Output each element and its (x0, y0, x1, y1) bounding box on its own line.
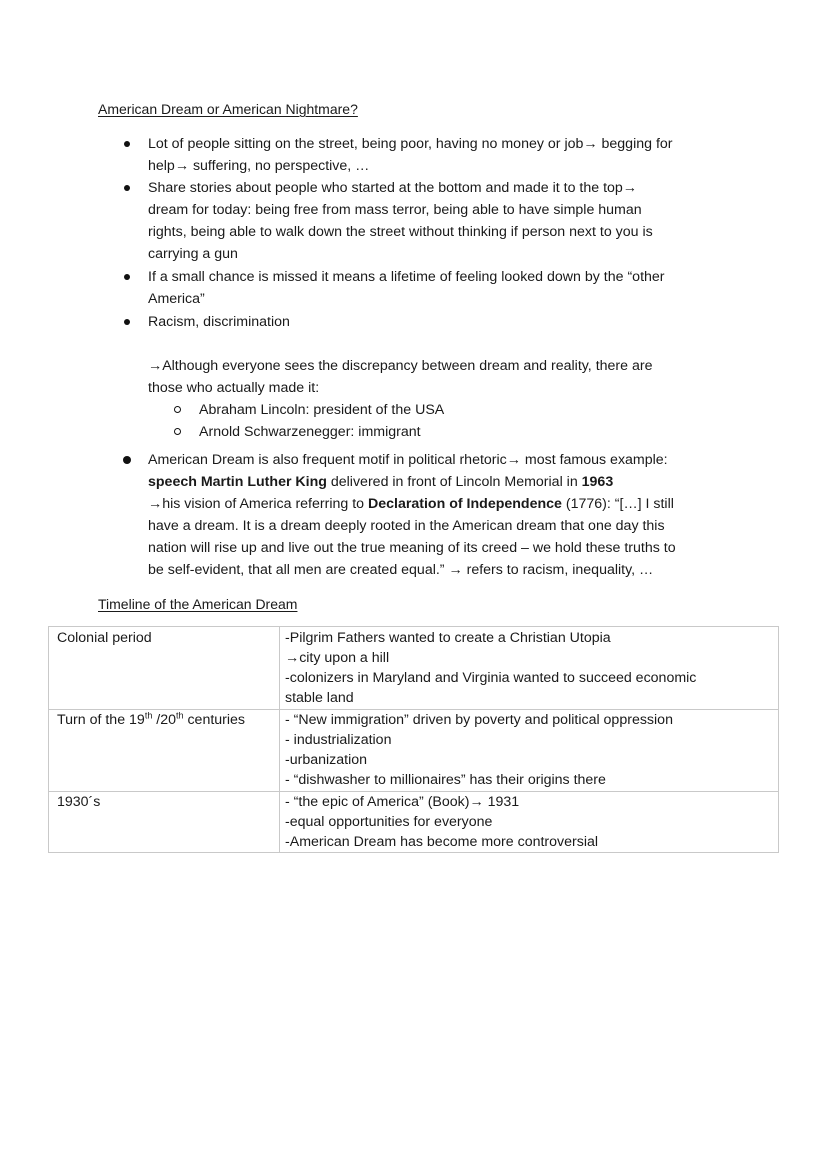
timeline-table (48, 626, 779, 853)
bullet5-line1: American Dream is also frequent motif in political rhetoric→ most famous example: (148, 452, 668, 468)
bullet1-line2: help→ suffering, no perspective, … (148, 158, 370, 174)
bullet-dot (124, 141, 130, 147)
bold-speech-mlk: speech Martin Luther King (148, 474, 327, 490)
bullet5-line3-post: (1776): “[…] I still (561, 496, 674, 512)
bullet2-line4: carrying a gun (148, 246, 238, 262)
bullet3-line1: If a small chance is missed it means a lifetime of feeling looked down by the “other (148, 269, 665, 285)
circle-bullet (174, 428, 181, 435)
bullet2-line3: rights, being able to walk down the street without thinking if person next to you is (148, 224, 653, 240)
bullet1-line1: Lot of people sitting on the street, being poor, having no money or job→ begging for (148, 136, 673, 152)
timeline-row1-line4: stable land (285, 690, 354, 706)
note-line1: →Although everyone sees the discrepancy between dream and reality, there are (148, 358, 653, 374)
bullet-dot (124, 274, 130, 280)
bullet-dot (124, 185, 130, 191)
bullet5-line2 (148, 471, 613, 493)
section-heading-timeline: Timeline of the American Dream (98, 596, 298, 612)
timeline-period-1930s: 1930´s (57, 794, 101, 810)
bullet5-line5: nation will rise up and live out the true meaning of its creed – we hold these truths to (148, 540, 676, 556)
timeline-row2-line1: - “New immigration” driven by poverty and political oppression (285, 712, 673, 728)
bullet-dot (124, 319, 130, 325)
timeline-period-turn-of-century (57, 710, 245, 730)
subitem-lincoln: Abraham Lincoln: president of the USA (199, 402, 445, 418)
timeline-row2-line2: - industrialization (285, 732, 392, 748)
bullet-dot (123, 456, 131, 464)
bullet5-line2-text: delivered in front of Lincoln Memorial in (326, 474, 582, 490)
timeline-row1-line2: →city upon a hill (285, 650, 390, 666)
timeline-row2-line4: - “dishwasher to millionaires” has their origins there (285, 772, 606, 788)
timeline-row3-line2: -equal opportunities for everyone (285, 814, 493, 830)
note-line2: those who actually made it: (148, 380, 320, 396)
bullet4-line1: Racism, discrimination (148, 314, 290, 330)
bold-declaration: Declaration of Independence (368, 496, 562, 512)
timeline-row3-line3: -American Dream has become more controversial (285, 834, 599, 850)
period-sup: th (176, 710, 184, 721)
timeline-row1-line1: -Pilgrim Fathers wanted to create a Christian Utopia (285, 630, 611, 646)
bullet5-line6: be self-evident, that all men are created equal.” → refers to racism, inequality, … (148, 562, 654, 578)
period-text: Turn of the 19 (57, 712, 145, 728)
bullet5-line3 (148, 493, 674, 515)
column-divider (279, 627, 280, 852)
period-sup: th (144, 710, 153, 721)
circle-bullet (174, 406, 181, 413)
bullet2-line1: Share stories about people who started at the bottom and made it to the top→ (148, 180, 637, 196)
bold-year: 1963 (581, 474, 614, 490)
timeline-row1-line3: -colonizers in Maryland and Virginia wanted to succeed economic (285, 670, 697, 686)
timeline-period-colonial: Colonial period (57, 630, 152, 646)
bullet2-line2: dream for today: being free from mass terror, being able to have simple human (148, 202, 642, 218)
bullet5-line3-pre: →his vision of America referring to (148, 496, 368, 512)
bullet3-line2: America” (148, 291, 205, 307)
timeline-row3-line1: - “the epic of America” (Book)→ 1931 (285, 794, 520, 810)
period-text: /20 (152, 712, 176, 728)
period-text: centuries (183, 712, 246, 728)
bullet5-line4: have a dream. It is a dream deeply rooted in the American dream that one day this (148, 518, 665, 534)
subitem-schwarzenegger: Arnold Schwarzenegger: immigrant (199, 424, 421, 440)
section-heading-american-dream: American Dream or American Nightmare? (98, 101, 358, 117)
timeline-row2-line3: -urbanization (285, 752, 368, 768)
